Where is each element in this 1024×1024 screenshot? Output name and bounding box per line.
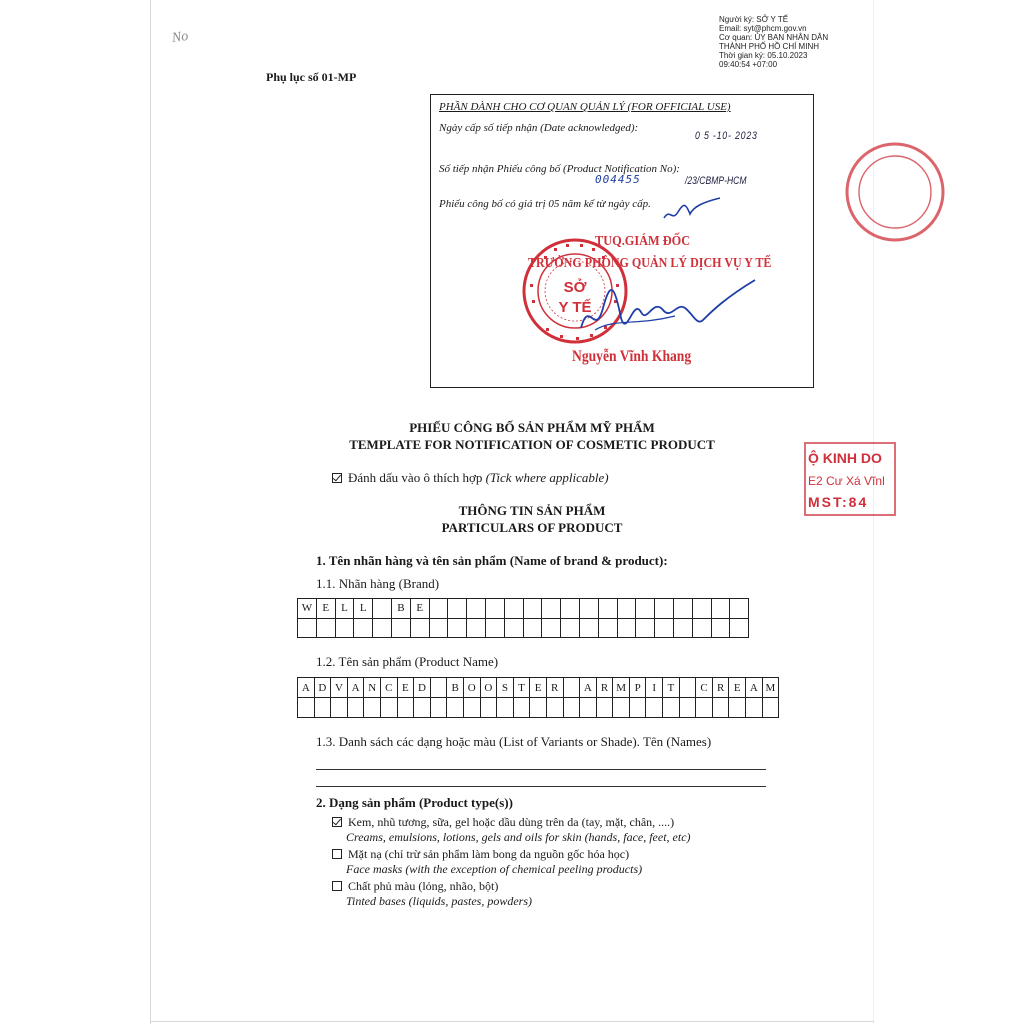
grid-cell: [746, 698, 763, 718]
grid-cell: [663, 698, 680, 718]
checkbox-checked-icon: [332, 817, 342, 827]
grid-cell: [561, 618, 580, 638]
company-stamp-line: Ộ KINH DO: [808, 450, 882, 466]
grid-cell: O: [480, 678, 497, 698]
grid-cell: [364, 698, 381, 718]
grid-cell: [563, 698, 580, 718]
grid-cell: [523, 599, 542, 619]
grid-cell: [730, 599, 749, 619]
product-type-vn: Chất phủ màu (lỏng, nhão, bột): [348, 879, 499, 893]
grid-cell: [397, 698, 414, 718]
grid-cell: [463, 698, 480, 718]
product-name-grid: [297, 677, 779, 718]
product-type-vn: Kem, nhũ tương, sữa, gel hoặc dầu dùng trên da (tay, mặt, chân, ....): [348, 815, 675, 829]
stamp-title: TUQ.GIÁM ĐỐC: [595, 234, 691, 249]
grid-cell: [692, 599, 711, 619]
grid-cell: R: [596, 678, 613, 698]
product-grid-row: [298, 698, 779, 718]
grid-cell: [711, 599, 730, 619]
grid-cell: L: [354, 599, 373, 619]
grid-cell: B: [391, 599, 410, 619]
grid-cell: [617, 599, 636, 619]
grid-cell: L: [335, 599, 354, 619]
section2-heading: 2. Dạng sản phẩm (Product type(s)): [316, 795, 513, 810]
grid-cell: [316, 618, 335, 638]
grid-cell: [598, 599, 617, 619]
grid-cell: [430, 678, 447, 698]
grid-cell: [373, 618, 392, 638]
grid-cell: [429, 599, 448, 619]
grid-cell: A: [580, 678, 597, 698]
checkbox-empty-icon: [332, 881, 342, 891]
grid-cell: [504, 618, 523, 638]
grid-cell: C: [380, 678, 397, 698]
particulars-title-vn: THÔNG TIN SẢN PHẨM: [458, 503, 606, 518]
grid-cell: [629, 698, 646, 718]
grid-cell: D: [314, 678, 331, 698]
digital-signature-line: 09:40:54 +07:00: [719, 60, 778, 69]
grid-cell: E: [316, 599, 335, 619]
brand-grid: [297, 598, 749, 638]
brand-label: 1.1. Nhãn hàng (Brand): [316, 576, 440, 591]
tick-instruction-en: (Tick where applicable): [485, 470, 609, 485]
grid-cell: [448, 599, 467, 619]
signer-name: Nguyễn Vĩnh Khang: [572, 348, 692, 365]
product-type-option: [332, 879, 532, 909]
grid-cell: [447, 698, 464, 718]
checkbox-empty-icon: [332, 849, 342, 859]
grid-cell: [430, 698, 447, 718]
grid-cell: T: [663, 678, 680, 698]
grid-cell: W: [298, 599, 317, 619]
official-use-header: PHẦN DÀNH CHO CƠ QUAN QUẢN LÝ (FOR OFFICIAL USE): [439, 101, 731, 113]
grid-cell: [335, 618, 354, 638]
grid-cell: [673, 618, 692, 638]
grid-cell: [580, 698, 597, 718]
grid-cell: [596, 698, 613, 718]
product-name-label: 1.2. Tên sản phẩm (Product Name): [316, 654, 499, 669]
notification-number-suffix: /23/CBMP-HCM: [685, 175, 747, 187]
grid-cell: O: [463, 678, 480, 698]
grid-cell: E: [530, 678, 547, 698]
grid-cell: [530, 698, 547, 718]
digital-signature-line: THÀNH PHỐ HỒ CHÍ MINH: [719, 42, 819, 51]
grid-cell: [298, 618, 317, 638]
digital-signature-block: [719, 15, 828, 69]
grid-cell: M: [613, 678, 630, 698]
grid-cell: [414, 698, 431, 718]
grid-cell: [485, 599, 504, 619]
grid-cell: A: [298, 678, 315, 698]
grid-cell: [563, 678, 580, 698]
grid-cell: S: [497, 678, 514, 698]
grid-cell: [730, 618, 749, 638]
grid-cell: [762, 698, 779, 718]
grid-cell: [711, 618, 730, 638]
grid-cell: M: [762, 678, 779, 698]
brand-grid-row: [298, 599, 749, 619]
grid-cell: [655, 618, 674, 638]
grid-cell: [542, 599, 561, 619]
digital-signature-line: Email: syt@phcm.gov.vn: [719, 24, 807, 33]
digital-signature-line: Người ký: SỞ Y TẾ: [719, 15, 789, 24]
grid-cell: [696, 698, 713, 718]
product-type-en: Tinted bases (liquids, pastes, powders): [346, 894, 533, 908]
grid-cell: [485, 618, 504, 638]
grid-cell: [448, 618, 467, 638]
checkbox-checked-icon: [332, 473, 342, 483]
grid-cell: [298, 698, 315, 718]
notification-number-serial: 004455: [595, 173, 641, 186]
page-edge-bottom: [150, 1021, 874, 1022]
product-type-option: [332, 815, 691, 845]
grid-cell: [617, 618, 636, 638]
grid-cell: [646, 698, 663, 718]
grid-cell: [542, 618, 561, 638]
grid-cell: [579, 618, 598, 638]
grid-cell: R: [546, 678, 563, 698]
company-stamp-line: E2 Cư Xá Vĩnl: [808, 474, 885, 488]
company-stamp-line: MST:84: [808, 494, 869, 510]
handwritten-mark: No: [170, 28, 190, 47]
brand-grid-row: [298, 618, 749, 638]
grid-cell: R: [712, 678, 729, 698]
grid-cell: [712, 698, 729, 718]
grid-cell: T: [513, 678, 530, 698]
variants-blank-line: [316, 769, 766, 770]
handwritten-signature: [575, 268, 760, 348]
seal-center-text-1: SỞ: [563, 279, 587, 296]
grid-cell: E: [729, 678, 746, 698]
notification-number-label: Số tiếp nhận Phiếu công bố (Product Notification No):: [439, 163, 680, 175]
grid-cell: N: [364, 678, 381, 698]
date-acknowledged-value: 0 5 -10- 2023: [695, 130, 758, 142]
grid-cell: [410, 618, 429, 638]
grid-cell: C: [696, 678, 713, 698]
grid-cell: [546, 698, 563, 718]
variants-label: 1.3. Danh sách các dạng hoặc màu (List of Variants or Shade). Tên (Names): [316, 734, 712, 749]
grid-cell: [380, 698, 397, 718]
grid-cell: [504, 599, 523, 619]
grid-cell: [523, 618, 542, 638]
grid-cell: D: [414, 678, 431, 698]
grid-cell: P: [629, 678, 646, 698]
grid-cell: [467, 618, 486, 638]
tick-instruction: [332, 470, 609, 486]
grid-cell: A: [746, 678, 763, 698]
grid-cell: [673, 599, 692, 619]
digital-signature-line: Cơ quan: ỦY BAN NHÂN DÂN: [719, 33, 829, 42]
small-signature-mark: [660, 196, 730, 226]
grid-cell: [513, 698, 530, 718]
grid-cell: [679, 678, 696, 698]
product-type-option: [332, 847, 642, 877]
grid-cell: [561, 599, 580, 619]
grid-cell: [692, 618, 711, 638]
grid-cell: [636, 618, 655, 638]
grid-cell: E: [410, 599, 429, 619]
seal-center-text-2: Y TẾ: [558, 299, 592, 316]
grid-cell: [655, 599, 674, 619]
grid-cell: [391, 618, 410, 638]
grid-cell: [729, 698, 746, 718]
grid-cell: [497, 698, 514, 718]
product-type-vn: Mặt nạ (chỉ trừ sản phẩm làm bong da nguồn gốc hóa học): [348, 847, 630, 861]
grid-cell: [354, 618, 373, 638]
grid-cell: E: [397, 678, 414, 698]
product-type-en: Face masks (with the exception of chemical peeling products): [346, 862, 643, 876]
grid-cell: [598, 618, 617, 638]
grid-cell: [679, 698, 696, 718]
grid-cell: [480, 698, 497, 718]
appendix-label: Phụ lục số 01-MP: [266, 70, 357, 84]
digital-signature-line: Thời gian ký: 05.10.2023: [719, 51, 808, 60]
grid-cell: [467, 599, 486, 619]
grid-cell: [636, 599, 655, 619]
variants-blank-line: [316, 786, 766, 787]
grid-cell: [314, 698, 331, 718]
grid-cell: A: [347, 678, 364, 698]
grid-cell: V: [331, 678, 348, 698]
form-title-en: TEMPLATE FOR NOTIFICATION OF COSMETIC PRODUCT: [349, 437, 715, 452]
grid-cell: I: [646, 678, 663, 698]
grid-cell: [613, 698, 630, 718]
date-acknowledged-label: Ngày cấp số tiếp nhận (Date acknowledged):: [439, 122, 639, 134]
form-title-vn: PHIẾU CÔNG BỐ SẢN PHẨM MỸ PHẨM: [409, 420, 655, 435]
product-grid-row: [298, 678, 779, 698]
tick-instruction-vn: Đánh dấu vào ô thích hợp: [348, 470, 483, 485]
grid-cell: [331, 698, 348, 718]
grid-cell: B: [447, 678, 464, 698]
validity-note: Phiếu công bố có giá trị 05 năm kể từ ngày cấp.: [439, 198, 651, 210]
section1-heading: 1. Tên nhãn hàng và tên sản phẩm (Name of brand & product):: [316, 553, 668, 568]
stamp-department: TRƯỞNG PHÒNG QUẢN LÝ DỊCH VỤ Y TẾ: [528, 256, 772, 271]
grid-cell: [429, 618, 448, 638]
grid-cell: [347, 698, 364, 718]
product-type-en: Creams, emulsions, lotions, gels and oils for skin (hands, face, feet, etc): [346, 830, 691, 844]
particulars-title-en: PARTICULARS OF PRODUCT: [441, 520, 623, 535]
grid-cell: [373, 599, 392, 619]
partial-seal-stamp-right: [843, 140, 875, 250]
grid-cell: [579, 599, 598, 619]
